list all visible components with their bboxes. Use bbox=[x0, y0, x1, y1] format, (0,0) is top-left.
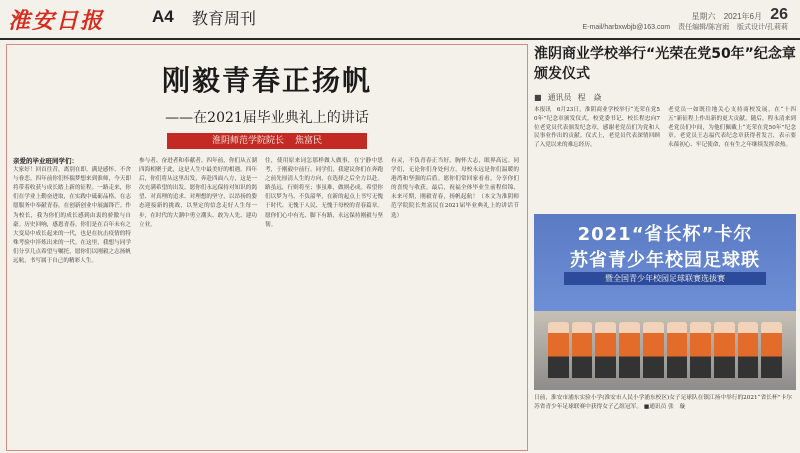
photo-caption bbox=[534, 394, 796, 411]
side-article bbox=[534, 44, 796, 449]
article-greeting: 亲爱的毕业班同学们： bbox=[13, 157, 78, 165]
byline-square-icon: ■ bbox=[534, 93, 542, 102]
side-article-byline bbox=[534, 92, 608, 103]
article-column-2: 参与者、奋进者和奉献者。四年前，你们从五湖四海相聚于此，这是人生中最美好的相遇。四年后，你们将从这里出发，奔赴四面八方，这是一次充满希望的出发。愿你们永远保持对知识的渴望、对真理的追求、对理想的坚守，以昂扬的姿态迎接新的挑战，以坚定的信念走好人生每一步，在时代的大潮中勇立潮头、敢为人先、建功立业。 bbox=[139, 158, 257, 228]
photo-banner-line-3: 暨全国青少年校园足球联赛选拔赛 bbox=[564, 272, 766, 285]
player-figure bbox=[667, 322, 688, 378]
player-figure bbox=[738, 322, 759, 378]
author-name: 焦富民 bbox=[294, 136, 322, 146]
side-article-body-left: 本报讯 6月23日，淮阴商业学校举行“光荣在党50年”纪念章颁发仪式。校党委书记、校长程忠向7位老党员代表颁发纪念章，感谢老党员们为党和人民事业作出的贡献。仪式上，老党员代表深情回顾了入党以来的难忘经历。 bbox=[534, 107, 660, 149]
player-figure bbox=[714, 322, 735, 378]
article-subtitle: ——在2021届毕业典礼上的讲话 bbox=[165, 110, 369, 126]
article-title: 刚毅青春正扬帆 bbox=[161, 64, 372, 97]
player-figure bbox=[595, 322, 616, 378]
page-number: A4 bbox=[152, 7, 174, 26]
byline-name: 程 焱 bbox=[577, 93, 602, 102]
article-column-1-text: 大家好！回首往昔，离别在即。满是感怀、不舍与眷恋。四年前你们怀揣梦想来到淮师，今天即将带着收获与成长踏上新的征程。一路走来，你们在学业上勤奋进取，在实践中砥砺品格，在志愿服务中奉献青春，在创新创业中展露锋芒。作为校长，我为你们的成长感到由衷的骄傲与自豪。历史回响，感恩青春。你们是在百年未有之大变局中成长起来的一代，也是在抗击疫情的特殊考验中淬炼出来的一代。在这里，我想与同学们分享几点希望与嘱托，愿你们以刚毅之志扬帆远航，书写属于自己的精彩人生。 bbox=[13, 167, 131, 265]
caption-byline-name: 张 璇 bbox=[668, 403, 686, 410]
caption-text: 日前，淮安市浦东实验小学(淮安市人民小学浦东校区)女子足球队在镇江扬中举行的2021“省长杯”卡尔苏省青少年足球联赛中获得女子乙组冠军。 bbox=[534, 395, 792, 410]
photo-banner-line-2: 苏省青少年校园足球联 bbox=[570, 250, 760, 271]
side-article-body-right: 老党员一如既往地关心支持商校发展，在“十四五”新征程上作出新的更大贡献。随后，程永清来到老党员们中间，为他们佩戴上“光荣在党50年”纪念章。老党员王志福代表纪念章获得者发言，表示要永葆初心、牢记使命，在有生之年继续发挥余热。 bbox=[668, 107, 796, 149]
date: 2021年6月 bbox=[723, 12, 762, 21]
designer-credit: 版式设计/孔莉莉 bbox=[737, 24, 788, 31]
caption-square-icon: ■ bbox=[643, 403, 650, 410]
day-number: 26 bbox=[770, 6, 788, 23]
editor-credit: 责任编辑/陈宫雨 bbox=[678, 24, 730, 31]
author-org: 淮阴师范学院院长 bbox=[212, 136, 285, 146]
section-title: 教育周刊 bbox=[192, 9, 257, 28]
article-column-1 bbox=[13, 157, 131, 445]
main-article bbox=[6, 44, 528, 451]
article-byline bbox=[167, 133, 367, 149]
player-figure bbox=[572, 322, 593, 378]
side-article-title: 淮阴商业学校举行“光荣在党50年”纪念章颁发仪式 bbox=[534, 46, 796, 82]
team-players bbox=[548, 308, 782, 378]
player-figure bbox=[690, 322, 711, 378]
header-meta-line bbox=[577, 22, 788, 32]
player-figure bbox=[548, 322, 569, 378]
article-column-4: 有灵，不负青春正当好。胸怀大志，眼界高远。同学们，无论你们身处何方，母校永远是你们温暖的港湾和坚强的后盾。愿你们常回家看看，分享你们的喜悦与收获。最后，祝福全体毕业生前程似锦、未来可期，刚毅青春，扬帆起航！（本文为淮阴师范学院院长焦富民在2021届毕业典礼上的讲话节选） bbox=[391, 158, 519, 219]
player-figure bbox=[761, 322, 782, 378]
photo-banner-line-1: 2021“省长杯”卡尔 bbox=[577, 224, 753, 245]
player-figure bbox=[619, 322, 640, 378]
article-column-3: 住，使用原来词怎那样做人做事，在宁静中思考，于刚毅中前行。同学们，我建议你们在奔跑之前先厘清人生的方向，在选择之后全力以赴。路虽远，行则将至；事虽难，做则必成。希望你们以梦为马、不负韶华，在新的起点上书写无愧于时代、无愧于人民、无愧于母校的青春篇章。愿你们心中有光、脚下有路，永远保持刚毅与坚韧。 bbox=[265, 158, 383, 228]
byline-label: 通讯员 bbox=[547, 93, 572, 102]
caption-byline-label: 通讯员 bbox=[649, 403, 667, 410]
player-figure bbox=[643, 322, 664, 378]
page-header bbox=[0, 0, 800, 40]
email-address: E-mail/harbxwbjb@163.com bbox=[582, 24, 671, 31]
football-team-photo bbox=[534, 214, 796, 390]
masthead-logo: 淮安日报 bbox=[8, 8, 105, 34]
weekday: 星期六 bbox=[691, 12, 716, 21]
